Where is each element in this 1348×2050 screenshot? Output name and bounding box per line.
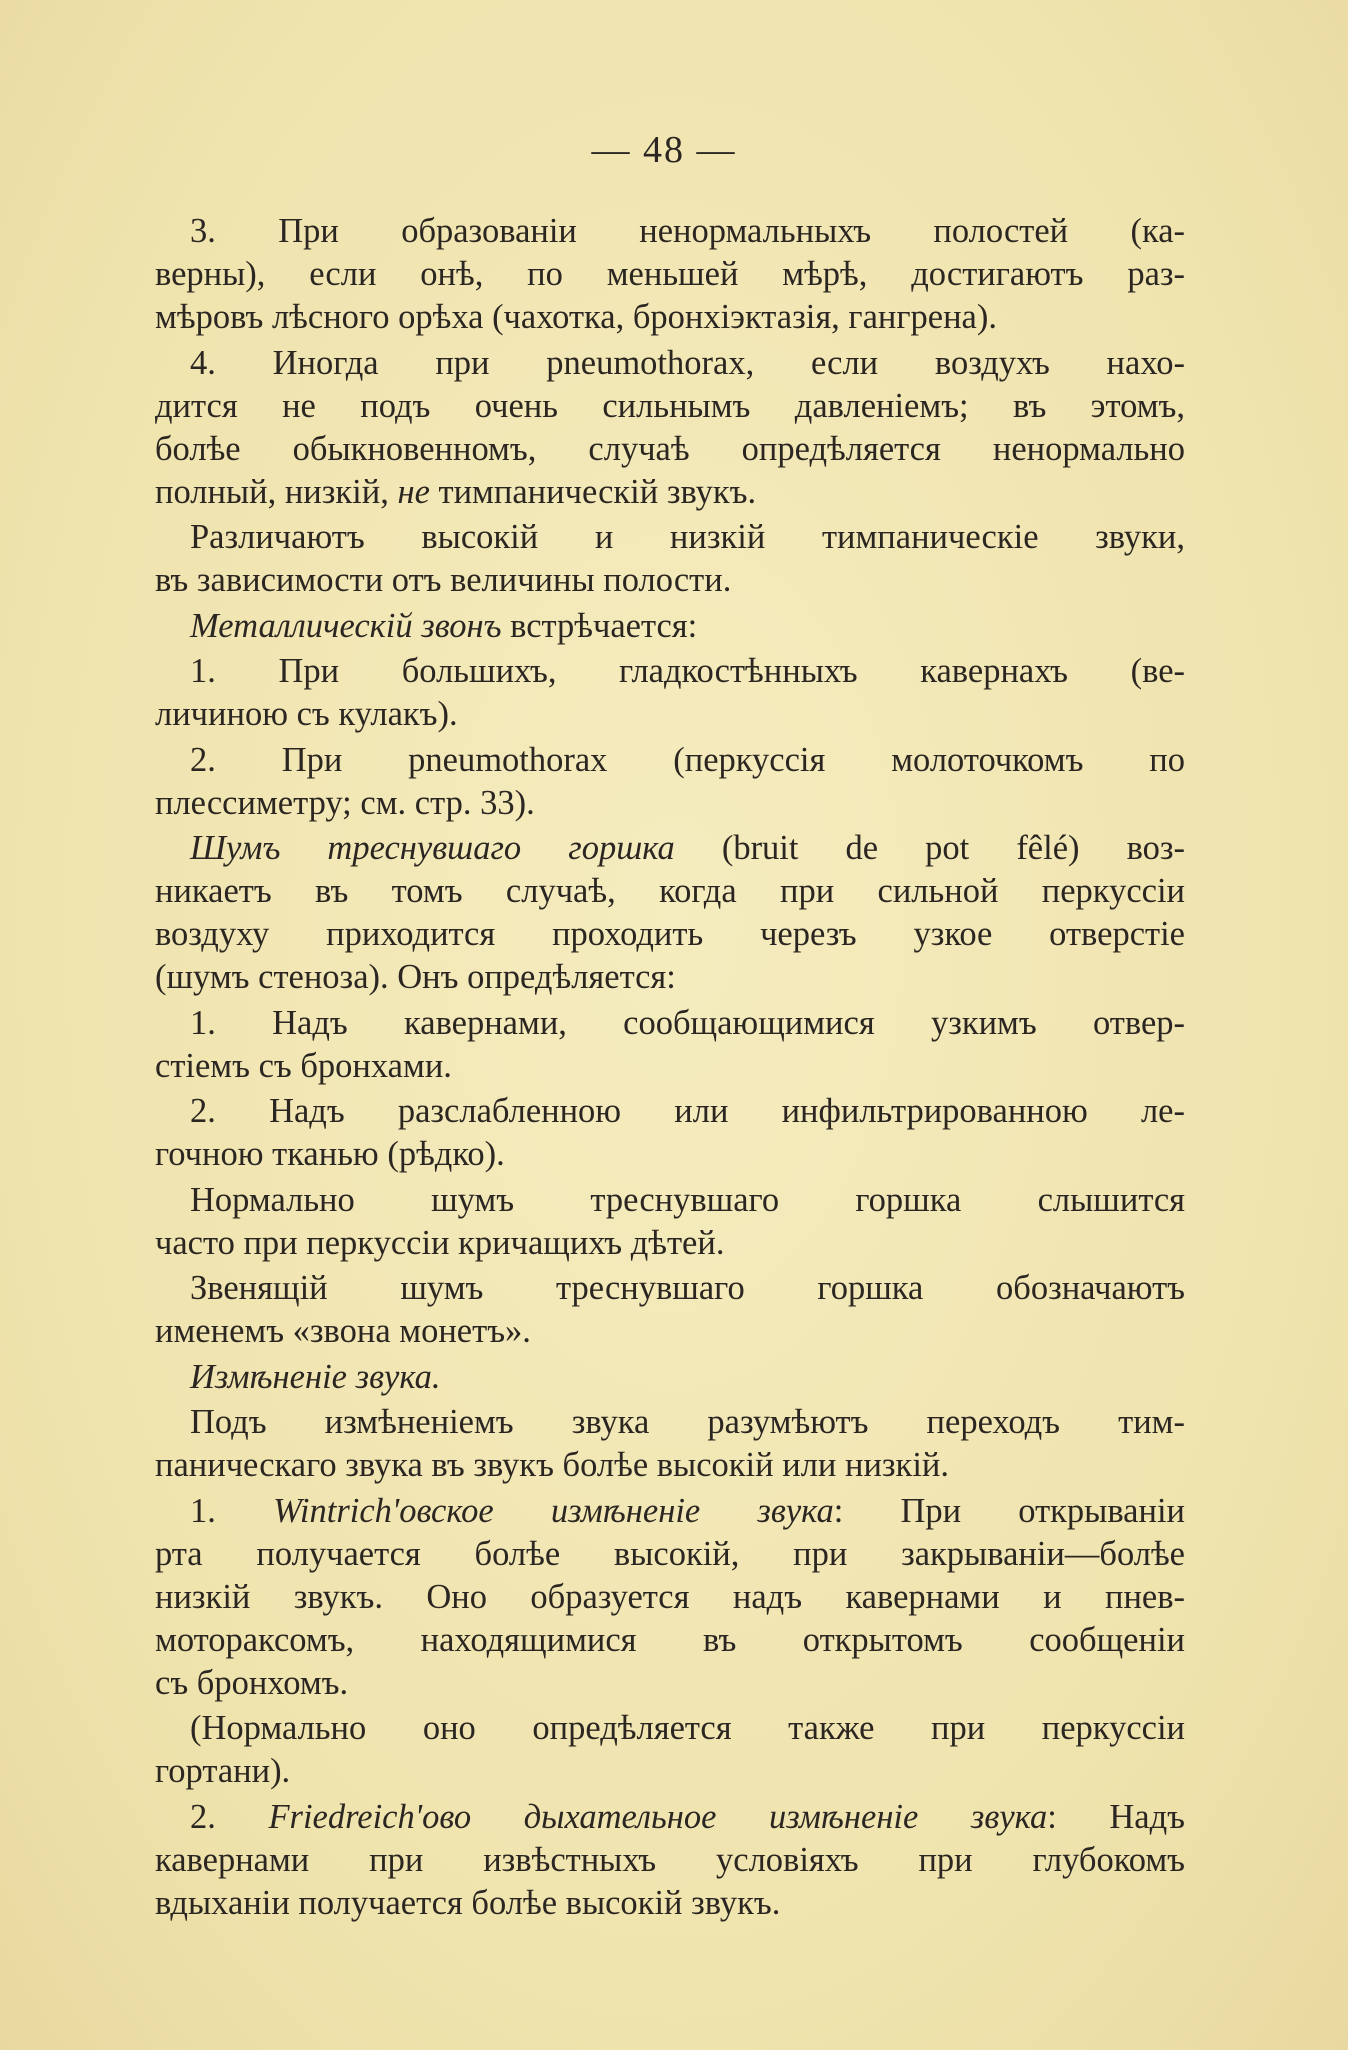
italic-term: Friedreich'ово дыхательное измѣненіе звука	[268, 1797, 1048, 1836]
paragraph	[155, 739, 1185, 825]
text-segment: 2. При pneumothorax (перкуссія молоточкомъ по	[190, 740, 1185, 779]
text-line	[155, 956, 1185, 999]
text-segment: 2.	[190, 1797, 269, 1836]
text-segment: воздуху приходится проходить черезъ узкое отверстіе	[155, 915, 1185, 953]
paragraph	[155, 210, 1185, 339]
text-line	[155, 1576, 1185, 1619]
italic-term: Шумъ треснувшаго горшка	[190, 829, 675, 867]
text-segment: (Нормально оно опредѣляется также при перкуссіи	[190, 1709, 1185, 1747]
text-segment: полный, низкій,	[155, 472, 398, 511]
paragraph	[155, 342, 1185, 514]
text-line	[155, 1090, 1185, 1133]
text-segment: съ бронхомъ.	[155, 1663, 349, 1702]
text-line	[155, 1356, 1185, 1399]
italic-term: Wintrich'овское измѣненіе звука	[273, 1491, 834, 1530]
italic-term: Измѣненіе звука.	[190, 1357, 441, 1396]
text-segment: никаетъ въ томъ случаѣ, когда при сильной перкуссіи	[155, 872, 1185, 910]
text-line	[155, 296, 1185, 339]
text-segment: гортани).	[155, 1752, 291, 1790]
text-line	[155, 1662, 1185, 1705]
text-segment: гочною тканью (рѣдко).	[155, 1135, 505, 1173]
text-segment: верны), если онѣ, по меньшей мѣрѣ, достигаютъ раз-	[155, 255, 1185, 293]
paragraph	[155, 1090, 1185, 1176]
paragraph	[155, 650, 1185, 736]
text-segment: тимпаническій звукъ.	[429, 472, 757, 511]
paragraph	[155, 1356, 1185, 1399]
text-line	[155, 650, 1185, 693]
text-line	[155, 870, 1185, 913]
page-number: — 48 —	[591, 129, 737, 171]
italic-term: не	[397, 472, 430, 511]
text-line	[155, 1707, 1185, 1750]
text-segment: Нормально шумъ треснувшаго горшка слышится	[190, 1180, 1185, 1219]
text-line	[155, 693, 1185, 736]
text-line	[155, 1882, 1185, 1925]
text-segment: болѣе обыкновенномъ, случаѣ опредѣляется ненормально	[155, 429, 1185, 468]
paragraph	[155, 827, 1185, 999]
text-segment: кавернами при извѣстныхъ условіяхъ при глубокомъ	[155, 1840, 1185, 1879]
text-line	[155, 385, 1185, 428]
text-line	[155, 1133, 1185, 1176]
text-segment: 4. Иногда при pneumothorax, если воздухъ нахо-	[190, 343, 1185, 382]
text-line	[155, 253, 1185, 296]
text-line	[155, 210, 1185, 253]
text-segment: 1. При большихъ, гладкостѣнныхъ кавернахъ (ве-	[190, 652, 1185, 690]
text-segment: (шумъ стеноза). Онъ опредѣляется:	[155, 958, 676, 996]
text-segment: 2. Надъ разслабленною или инфильтрированною ле-	[190, 1092, 1185, 1130]
text-segment: Звенящій шумъ треснувшаго горшка обозначаютъ	[190, 1269, 1185, 1307]
text-line	[155, 1750, 1185, 1793]
text-line	[155, 782, 1185, 825]
text-segment: стіемъ съ бронхами.	[155, 1046, 452, 1085]
text-segment: личиною съ кулакъ).	[155, 695, 458, 733]
text-segment: (bruit de pot fêlé) воз-	[674, 829, 1185, 867]
italic-term: Металлическій звонъ	[190, 606, 502, 645]
paragraph	[155, 516, 1185, 602]
text-line	[155, 1490, 1185, 1533]
paragraph	[155, 1490, 1185, 1705]
paragraph	[155, 1796, 1185, 1925]
paragraph	[155, 1002, 1185, 1088]
text-segment: вдыханіи получается болѣе высокій звукъ.	[155, 1883, 781, 1922]
text-line	[155, 1533, 1185, 1576]
text-line	[155, 1222, 1185, 1265]
text-segment: мотораксомъ, находящимися въ открытомъ сообщеніи	[155, 1620, 1185, 1659]
text-segment: плессиметру; см. стр. 33).	[155, 783, 535, 822]
paragraph	[155, 1707, 1185, 1793]
text-line	[155, 1796, 1185, 1839]
text-segment: Различаютъ высокій и низкій тимпаническіе звуки,	[190, 518, 1185, 556]
paragraph	[155, 1267, 1185, 1353]
text-segment: Подъ измѣненіемъ звука разумѣютъ переходъ тим-	[190, 1403, 1185, 1441]
text-line	[155, 1401, 1185, 1444]
paragraph	[155, 1179, 1185, 1265]
text-line	[155, 913, 1185, 956]
text-segment: 3. При образованіи ненормальныхъ полостей (ка-	[190, 212, 1185, 250]
text-segment: низкій звукъ. Оно образуется надъ кавернами и пнев-	[155, 1577, 1185, 1616]
text-line	[155, 428, 1185, 471]
text-line	[155, 605, 1185, 648]
text-segment: 1.	[190, 1491, 274, 1530]
text-segment: 1. Надъ кавернами, сообщающимися узкимъ отвер-	[190, 1003, 1185, 1042]
text-segment: мѣровъ лѣсного орѣха (чахотка, бронхіэктазія, гангрена).	[155, 298, 997, 336]
text-line	[155, 1619, 1185, 1662]
text-line	[155, 1444, 1185, 1487]
text-segment: встрѣчается:	[501, 606, 698, 645]
text-line	[155, 1045, 1185, 1088]
text-segment: рта получается болѣе высокій, при закрываніи—болѣе	[155, 1534, 1185, 1573]
body-text	[155, 210, 1185, 1927]
text-segment: въ зависимости отъ величины полости.	[155, 561, 732, 599]
text-segment: : При открываніи	[833, 1491, 1186, 1530]
text-line	[155, 1310, 1185, 1353]
text-line	[155, 1839, 1185, 1882]
text-line	[155, 827, 1185, 870]
text-line	[155, 1267, 1185, 1310]
text-line	[155, 1179, 1185, 1222]
text-segment: часто при перкуссіи кричащихъ дѣтей.	[155, 1223, 725, 1262]
text-line	[155, 342, 1185, 385]
text-line	[155, 516, 1185, 559]
text-line	[155, 739, 1185, 782]
text-line	[155, 471, 1185, 514]
text-line	[155, 1002, 1185, 1045]
text-segment: : Надъ	[1047, 1797, 1185, 1836]
paragraph	[155, 605, 1185, 648]
text-segment: паническаго звука въ звукъ болѣе высокій или низкій.	[155, 1446, 949, 1484]
text-segment: дится не подъ очень сильнымъ давленіемъ; въ этомъ,	[155, 386, 1185, 425]
text-segment: именемъ «звона монетъ».	[155, 1312, 531, 1350]
paragraph	[155, 1401, 1185, 1487]
text-line	[155, 559, 1185, 602]
